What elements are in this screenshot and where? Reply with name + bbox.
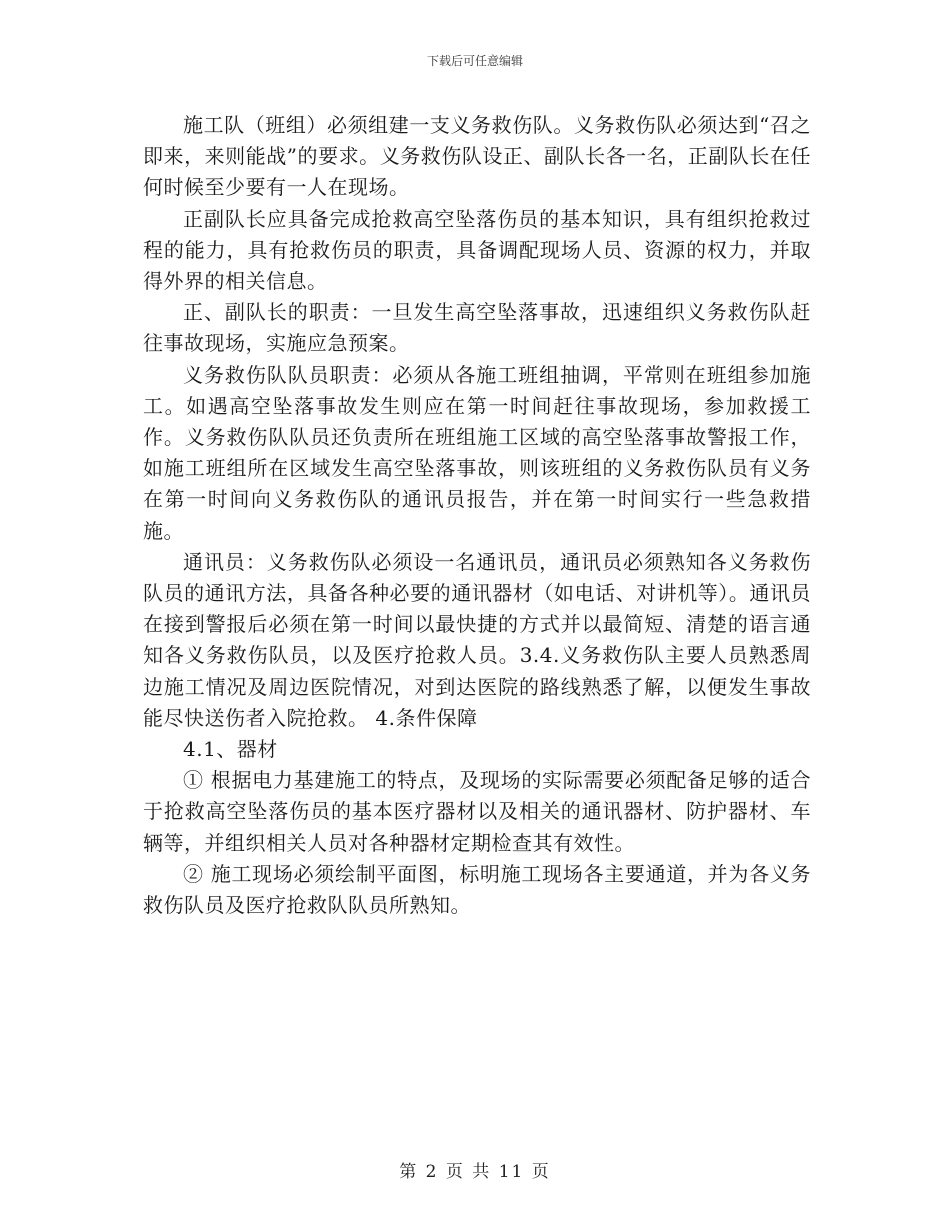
paragraph: ② 施工现场必须绘制平面图，标明施工现场各主要通道，并为各义务救伤队员及医疗抢救队队员所熟知。 bbox=[143, 861, 811, 918]
document-body bbox=[143, 110, 811, 921]
section-heading: 4.1、器材 bbox=[183, 737, 278, 762]
paragraph: ① 根据电力基建施工的特点，及现场的实际需要必须配备足够的适合于抢救高空坠落伤员的基本医疗器材以及相关的通讯器材、防护器材、车辆等，并组织相关人员对各种器材定期检查其有效性。 bbox=[143, 768, 811, 855]
paragraph: 义务救伤队队员职责：必须从各施工班组抽调，平常则在班组参加施工。如遇高空坠落事故发生则应在第一时间赶往事故现场，参加救援工作。义务救伤队队员还负责所在班组施工区域的高空坠落事故警报工作，如施工班组所在区域发生高空坠落事故，则该班组的义务救伤队员有义务在第一时间向义务救伤队的通讯员报告，并在第一时间实行一些急救措施。 bbox=[143, 362, 811, 543]
page-footer bbox=[0, 1157, 950, 1182]
paragraph: 施工队（班组）必须组建一支义务救伤队。义务救伤队必须达到“召之即来，来则能战”的要求。义务救伤队设正、副队长各一名，正副队长在任何时候至少要有一人在现场。 bbox=[143, 113, 811, 200]
page-header: 下载后可任意编辑 bbox=[426, 54, 523, 68]
paragraph: 正、副队长的职责：一旦发生高空坠落事故，迅速组织义务救伤队赶往事故现场，实施应急预案。 bbox=[143, 300, 811, 356]
paragraph: 通讯员：义务救伤队必须设一名通讯员，通讯员必须熟知各义务救伤队员的通讯方法，具备各种必要的通讯器材（如电话、对讲机等）。通讯员在接到警报后必须在第一时间以最快捷的方式并以最简短、清楚的语言通知各义务救伤队员，以及医疗抢救人员。3.4.义务救伤队主要人员熟悉周边施工情况及周边医院情况，对到达医院的路线熟悉了解，以便发生事故能尽快送伤者入院抢救。 4.条件保障 bbox=[143, 549, 811, 730]
page-number-text: 第 2 页 共 11 页 bbox=[399, 1162, 551, 1182]
paragraph: 正副队长应具备完成抢救高空坠落伤员的基本知识，具有组织抢救过程的能力，具有抢救伤员的职责，具备调配现场人员、资源的权力，并取得外界的相关信息。 bbox=[143, 206, 811, 294]
